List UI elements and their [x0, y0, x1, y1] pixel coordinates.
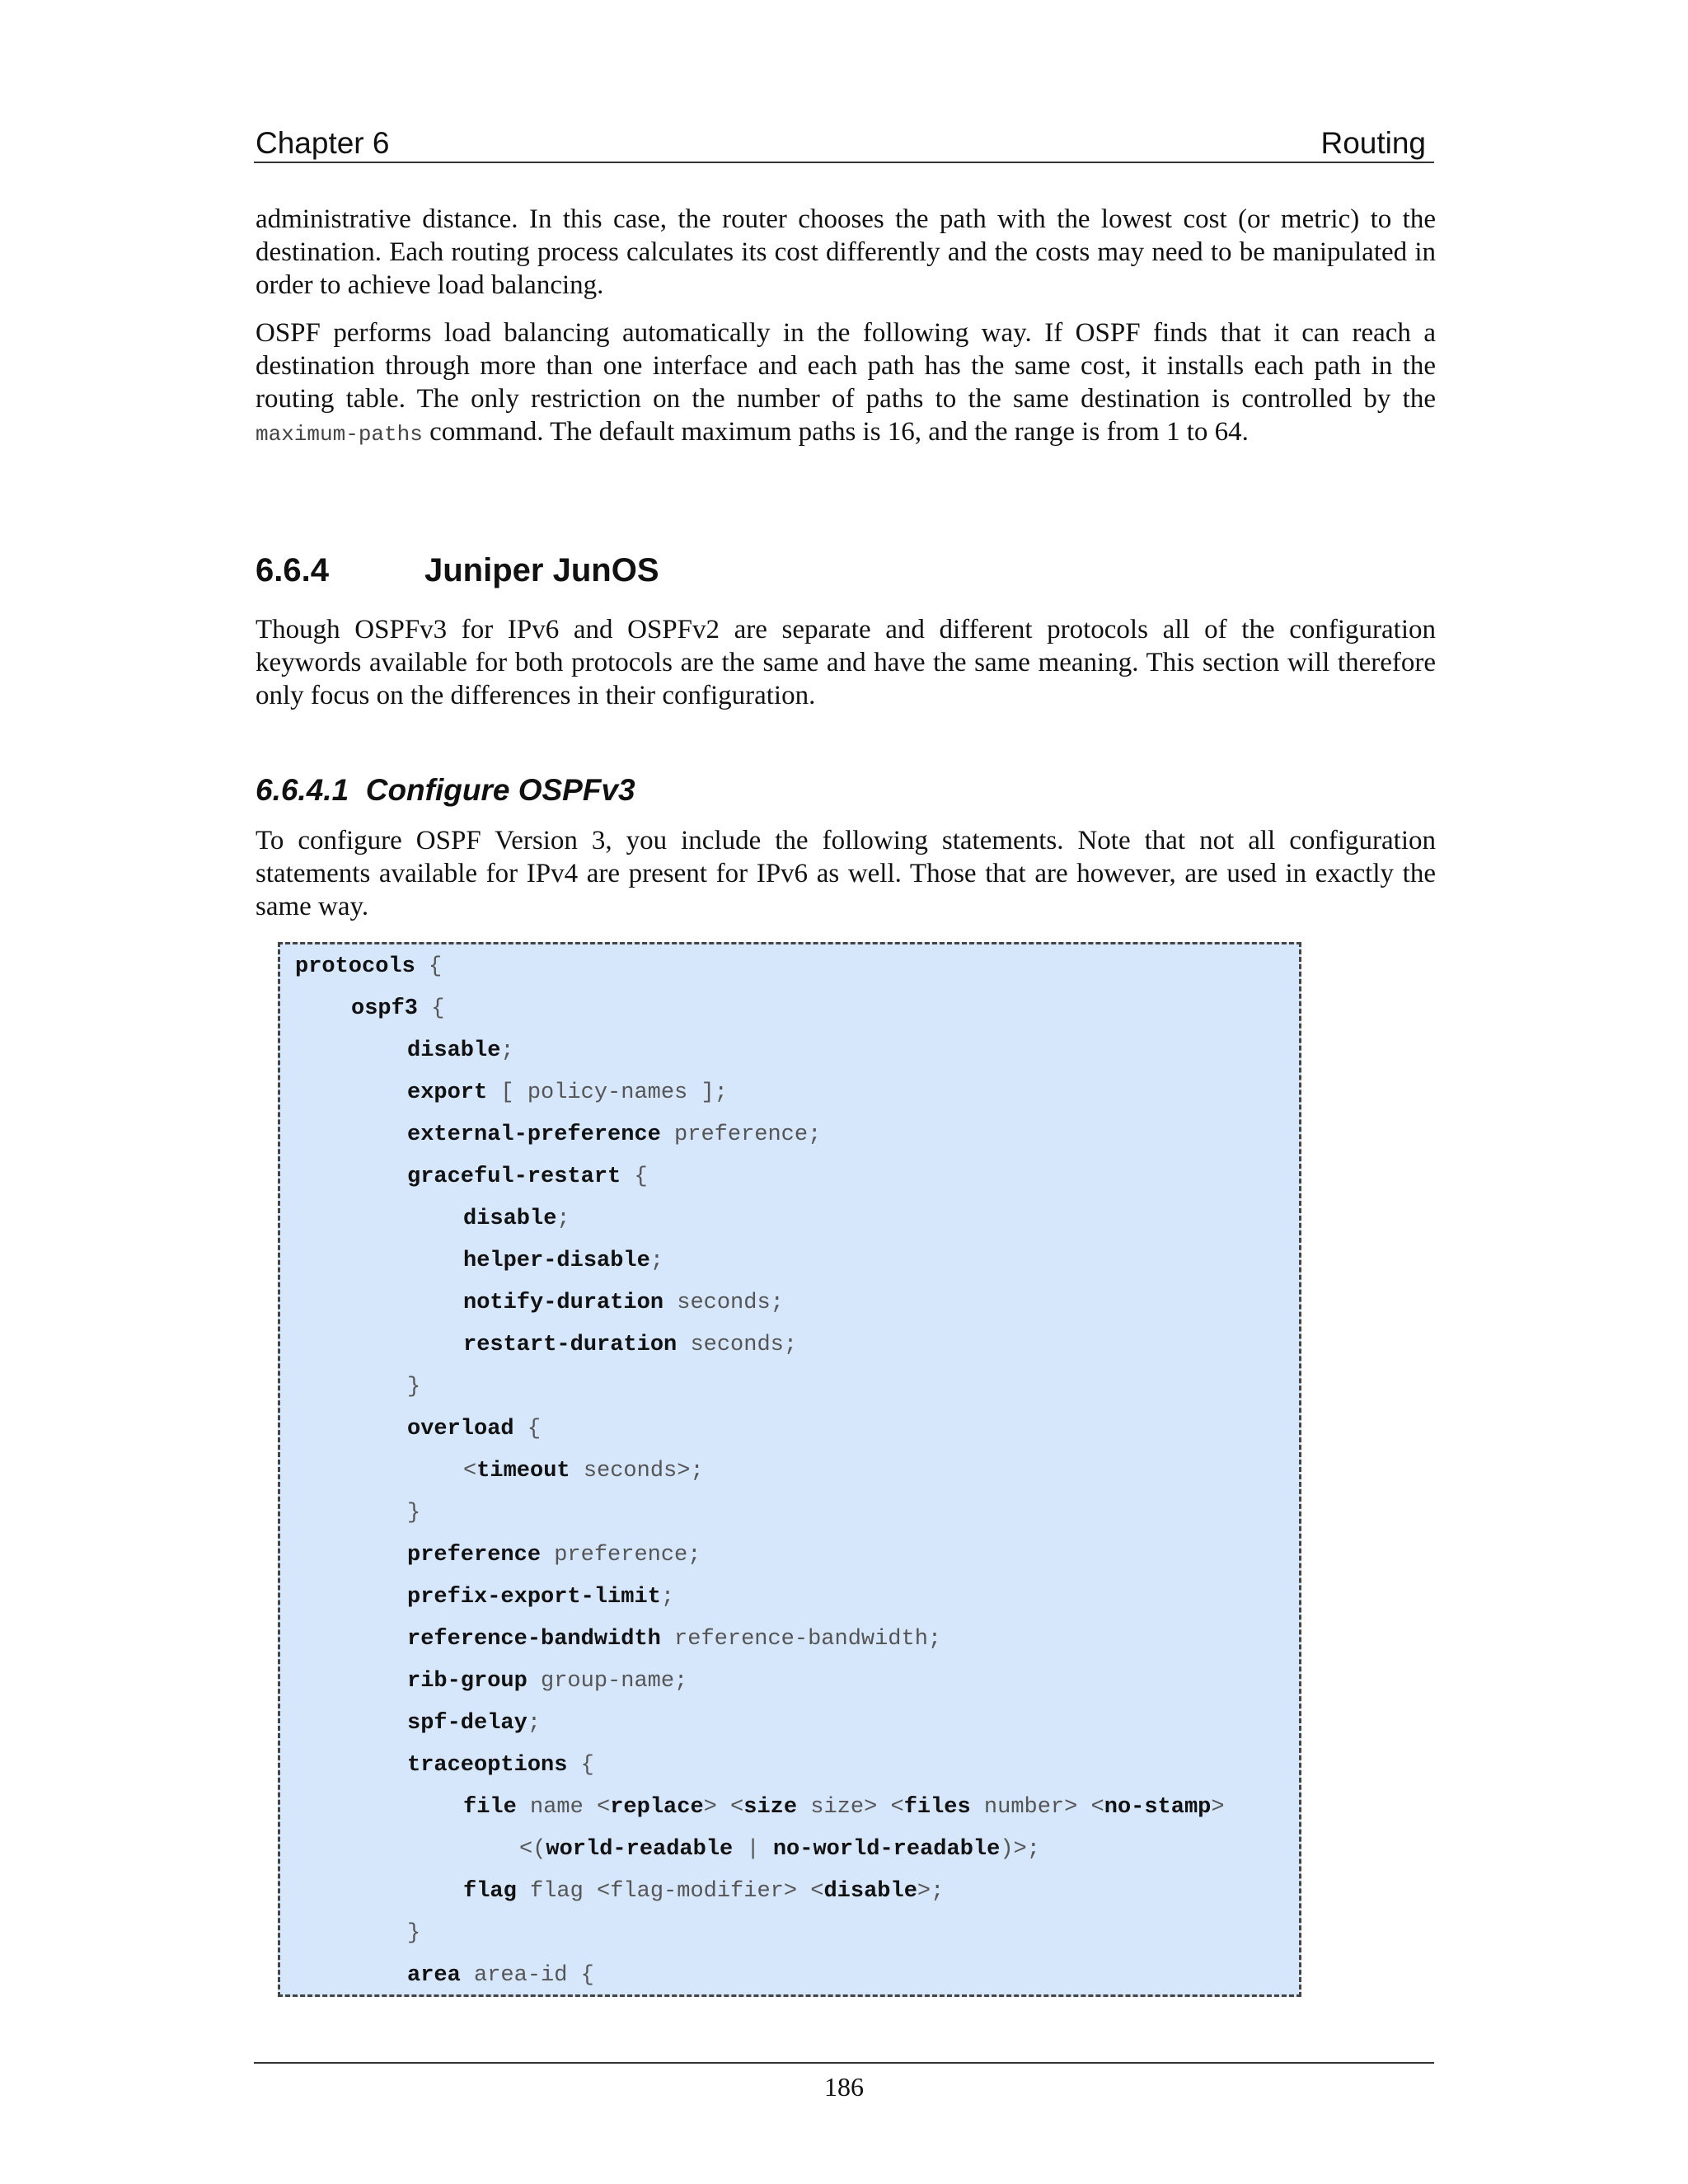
code-line: protocols {: [295, 954, 443, 979]
code-line: rib-group group-name;: [407, 1669, 688, 1694]
code-line: }: [407, 1501, 421, 1526]
page-header: [254, 115, 1434, 163]
section-number: 6.6.4: [256, 552, 329, 588]
code-line: overload {: [407, 1417, 542, 1441]
code-line: }: [407, 1375, 421, 1399]
paragraph-text: OSPF performs load balancing automatically in the following way. If OSPF finds that it can reach a destination through more than one interface and each path has the same cost, it installs each path in the routing table. The only restriction on the number of paths to the same destination is controlled by the: [256, 318, 1436, 414]
code-line: export [ policy-names ];: [407, 1080, 728, 1105]
code-line: helper-disable;: [463, 1249, 664, 1273]
chapter-label: Chapter 6: [256, 126, 390, 160]
paragraph-load-balancing-cost: administrative distance. In this case, the router chooses the path with the lowest cost (or metric) to the destination. Each routing process calculates its cost differently and the costs may need to be manipulated in order to achieve load balancing.: [256, 204, 1436, 300]
code-line: notify-duration seconds;: [463, 1291, 784, 1315]
paragraph-ospf-load-balancing: [256, 316, 1436, 451]
section-title: Juniper JunOS: [424, 552, 659, 588]
paragraph-text: command. The default maximum paths is 16, and the range is from 1 to 64.: [422, 417, 1249, 447]
section-heading: [256, 552, 659, 589]
code-block: [278, 942, 1301, 1997]
code-line: <timeout seconds>;: [463, 1459, 704, 1483]
code-line: restart-duration seconds;: [463, 1333, 798, 1357]
code-line: disable;: [407, 1038, 514, 1063]
code-line: }: [407, 1921, 421, 1946]
paragraph-ospfv3-intro: Though OSPFv3 for IPv6 and OSPFv2 are separate and different protocols all of the configuration keywords available for both protocols are the same and have the same meaning. This section will therefore only focus on the differences in their configuration.: [256, 615, 1436, 710]
code-line: spf-delay;: [407, 1711, 542, 1736]
code-line: ospf3 {: [351, 996, 445, 1021]
inline-code-maximum-paths: maximum-paths: [256, 422, 423, 447]
paragraph-configure-ospfv3: To configure OSPF Version 3, you include the following statements. Note that not all configuration statements available for IPv4 are present for IPv6 as well. Those that are however, are used in exactly the same way.: [256, 826, 1436, 921]
code-line: external-preference preference;: [407, 1122, 822, 1147]
code-line: reference-bandwidth reference-bandwidth;: [407, 1627, 942, 1652]
code-line: area area-id {: [407, 1963, 594, 1988]
code-line: flag flag <flag-modifier> <disable>;: [463, 1879, 945, 1904]
page-footer: [254, 2062, 1434, 2102]
code-line: prefix-export-limit;: [407, 1585, 675, 1610]
subsection-title: Configure OSPFv3: [365, 773, 635, 807]
subsection-heading: [256, 773, 635, 808]
section-label: Routing: [1320, 126, 1426, 160]
subsection-number: 6.6.4.1: [256, 773, 349, 807]
page-number: 186: [824, 2072, 864, 2102]
code-line: preference preference;: [407, 1543, 701, 1568]
code-line: disable;: [463, 1207, 570, 1231]
code-line: graceful-restart {: [407, 1165, 648, 1189]
code-line: traceoptions {: [407, 1753, 594, 1778]
code-line: <(world-readable | no-world-readable)>;: [519, 1837, 1040, 1862]
code-line: file name <replace> <size size> <files number> <no-stamp>: [463, 1795, 1225, 1820]
